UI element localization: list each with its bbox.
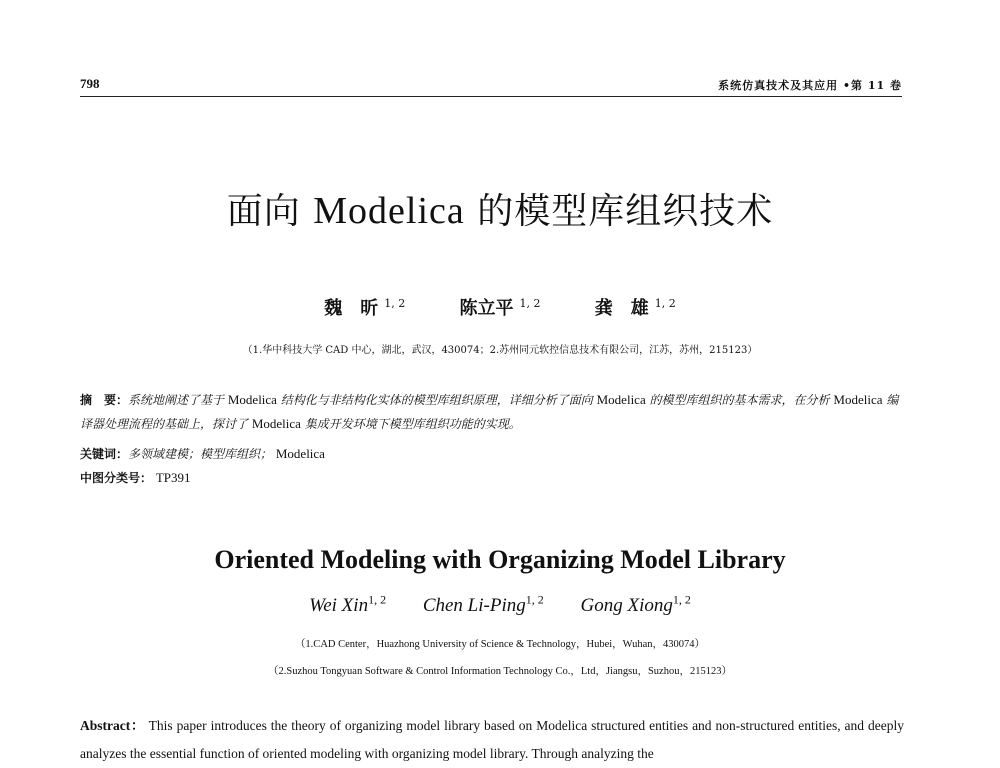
chinese-author-affiliation-mark: 1, 2 bbox=[654, 297, 676, 310]
chinese-abstract-text: 结构化与非结构化实体的模型库组织原理，详细分析了面向 bbox=[280, 393, 593, 407]
chinese-author bbox=[324, 298, 405, 319]
english-author-affiliation-mark: 1, 2 bbox=[368, 593, 387, 607]
keywords-latin: Modelica bbox=[275, 446, 325, 461]
chinese-abstract-label: 摘 要： bbox=[80, 393, 129, 407]
chinese-abstract-text: 系统地阐述了基于 bbox=[128, 393, 225, 407]
keywords-label: 关键词： bbox=[80, 447, 129, 461]
english-author bbox=[581, 595, 691, 616]
english-abstract-label: Abstract： bbox=[80, 718, 145, 733]
chinese-author bbox=[595, 298, 676, 319]
chinese-author bbox=[460, 298, 541, 319]
english-affiliation-1: （1.CAD Center，Huazhong University of Science & Technology，Hubei，Wuhan，430074） bbox=[294, 639, 706, 650]
chinese-title-prefix: 面向 bbox=[226, 191, 301, 232]
chinese-abstract-text: 的模型库组织的基本需求，在分析 bbox=[649, 393, 830, 407]
english-author bbox=[309, 595, 386, 616]
english-author bbox=[423, 595, 544, 616]
classification-value: TP391 bbox=[155, 470, 191, 485]
chinese-author-affiliation-mark: 1, 2 bbox=[519, 297, 541, 310]
english-authors bbox=[0, 593, 1000, 617]
classification-label: 中图分类号： bbox=[80, 471, 153, 485]
chinese-abstract-latin: Modelica bbox=[596, 392, 646, 407]
chinese-abstract-latin: Modelica bbox=[251, 416, 301, 431]
journal-name: 系统仿真技术及其应用 •第 11 卷 bbox=[718, 79, 902, 92]
english-affiliation-2: （2.Suzhou Tongyuan Software & Control Information Technology Co.，Ltd，Jiangsu，Suzhou，215123） bbox=[268, 666, 732, 677]
chinese-authors bbox=[0, 294, 1000, 320]
chinese-title bbox=[0, 183, 1000, 234]
english-abstract-text: This paper introduces the theory of organizing model library based on Modelica structured entities and non-structured entities, and deeply analyzes the essential function of oriented modeling with organizing model library. Through analyzing the bbox=[80, 718, 905, 761]
english-author-affiliation-mark: 1, 2 bbox=[672, 593, 691, 607]
chinese-abstract-latin: Modelica bbox=[833, 392, 883, 407]
chinese-abstract-text: 编译器处理流程的基础上，探讨了 bbox=[80, 393, 899, 431]
chinese-keywords bbox=[80, 445, 325, 462]
chinese-affiliation: （1.华中科技大学 CAD 中心，湖北，武汉，430074；2.苏州同元软控信息技术有限公司，江苏，苏州，215123） bbox=[242, 345, 758, 356]
english-title: Oriented Modeling with Organizing Model Library bbox=[214, 545, 786, 574]
chinese-abstract-latin: Modelica bbox=[227, 392, 277, 407]
chinese-classification bbox=[80, 469, 191, 486]
english-author-affiliation-mark: 1, 2 bbox=[525, 593, 544, 607]
page-number: 798 bbox=[80, 76, 100, 91]
chinese-title-suffix: 的模型库组织技术 bbox=[477, 191, 774, 232]
chinese-author-name: 龚 雄 bbox=[594, 298, 649, 319]
chinese-author-name: 陈立平 bbox=[459, 298, 514, 319]
chinese-abstract-text: 集成开发环境下模型库组织功能的实现。 bbox=[304, 417, 521, 431]
chinese-title-latin: Modelica bbox=[313, 190, 465, 232]
running-header bbox=[80, 76, 902, 94]
english-author-name: Gong Xiong bbox=[580, 595, 673, 617]
chinese-author-name: 魏 昕 bbox=[324, 298, 379, 319]
chinese-abstract bbox=[80, 388, 904, 436]
chinese-author-affiliation-mark: 1, 2 bbox=[384, 297, 406, 310]
english-author-name: Chen Li-Ping bbox=[422, 595, 526, 617]
english-author-name: Wei Xin bbox=[309, 595, 369, 617]
header-rule bbox=[80, 96, 902, 97]
keywords-text: 多领域建模；模型库组织； bbox=[128, 447, 273, 461]
